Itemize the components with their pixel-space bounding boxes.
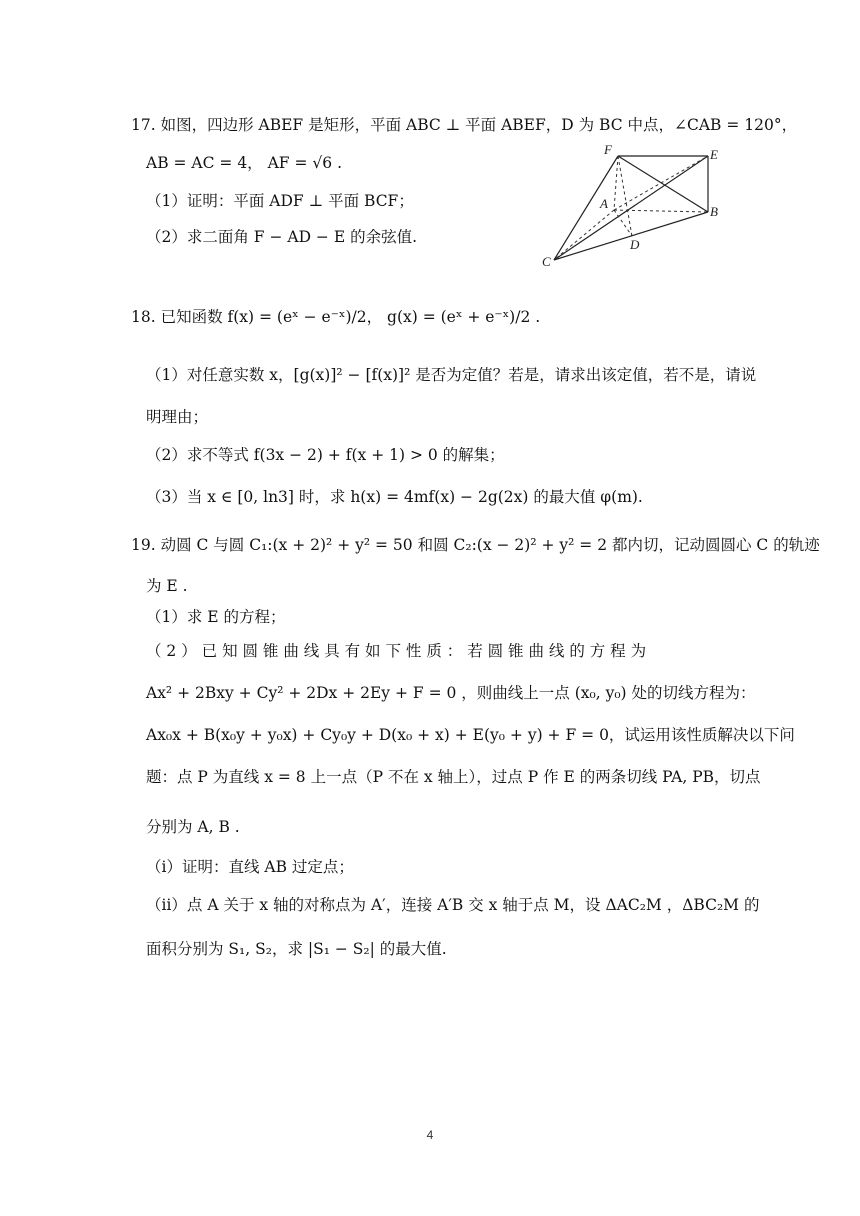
edge-AC (554, 210, 614, 260)
label-A: A (600, 196, 608, 211)
edge-AE (614, 156, 708, 210)
label-C: C (542, 254, 551, 269)
q19-sub-ii-line-1: （ⅱ）点 A 关于 x 轴的对称点为 A′，连接 A′B 交 x 轴于点 M，设 ΔAC₂M ，ΔBC₂M 的 (146, 896, 760, 914)
q18-part-1-line-1: （1）对任意实数 x，[g(x)]² − [f(x)]² 是否为定值？若是，请求出该定值，若不是，请说 (146, 366, 757, 384)
q17-part-2: （2）求二面角 F − AD − E 的余弦值. (146, 228, 418, 246)
q19-sub-i: （ⅰ）证明：直线 AB 过定点； (146, 858, 354, 876)
label-B: B (710, 204, 718, 219)
q19-part-2-line-4: 题：点 P 为直线 x = 8 上一点（P 不在 x 轴上），过点 P 作 E 的两条切线 PA, PB，切点 (146, 768, 761, 786)
q18-part-2: （2）求不等式 f(3x − 2) + f(x + 1) > 0 的解集； (146, 446, 505, 464)
edge-FD (618, 156, 632, 236)
q19-line-1: 19. 动圆 C 与圆 C₁:(x + 2)² + y² = 50 和圆 C₂:(x − 2)² + y² = 2 都内切，记动圆圆心 C 的轨迹 (131, 536, 820, 554)
label-F: F (604, 142, 612, 157)
q17-line-1: 17. 如图，四边形 ABEF 是矩形，平面 ABC ⊥ 平面 ABEF，D 为 BC 中点，∠CAB = 120°， (131, 116, 798, 134)
q18-part-3: （3）当 x ∈ [0, ln3] 时，求 h(x) = 4mf(x) − 2g(2x) 的最大值 φ(m). (146, 488, 643, 506)
q19-part-1: （1）求 E 的方程； (146, 608, 286, 626)
label-E: E (710, 147, 718, 162)
q17-geometry-figure (538, 140, 738, 270)
q19-part-2-line-3: Ax₀x + B(x₀y + y₀x) + Cy₀y + D(x₀ + x) + E(y₀ + y) + F = 0，试运用该性质解决以下问 (146, 726, 795, 744)
label-D: D (630, 237, 640, 252)
q19-part-2-line-2: Ax² + 2Bxy + Cy² + 2Dx + 2Ey + F = 0 ，则曲线上一点 (x₀, y₀) 处的切线方程为： (146, 684, 756, 702)
q19-part-2-line-5: 分别为 A, B . (146, 818, 240, 836)
q19-part-2-line-1: （ 2 ） 已 知 圆 锥 曲 线 具 有 如 下 性 质 ： 若 圆 锥 曲 线 的 方 程 为 (146, 642, 647, 660)
q19-sub-ii-line-2: 面积分别为 S₁, S₂，求 |S₁ − S₂| 的最大值. (146, 940, 447, 958)
q18-line-1: 18. 已知函数 f(x) = (eˣ − e⁻ˣ)/2， g(x) = (eˣ + e⁻ˣ)/2 . (131, 308, 541, 326)
page-number: 4 (426, 1128, 434, 1142)
q19-line-2: 为 E . (146, 577, 188, 595)
edge-CB (554, 212, 708, 260)
edge-FC (554, 156, 618, 260)
q17-line-2: AB = AC = 4， AF = √6 . (146, 154, 342, 172)
edge-FA (614, 156, 618, 210)
q18-part-1-line-2: 明理由； (146, 408, 209, 426)
q17-part-1: （1）证明：平面 ADF ⊥ 平面 BCF； (146, 192, 414, 210)
